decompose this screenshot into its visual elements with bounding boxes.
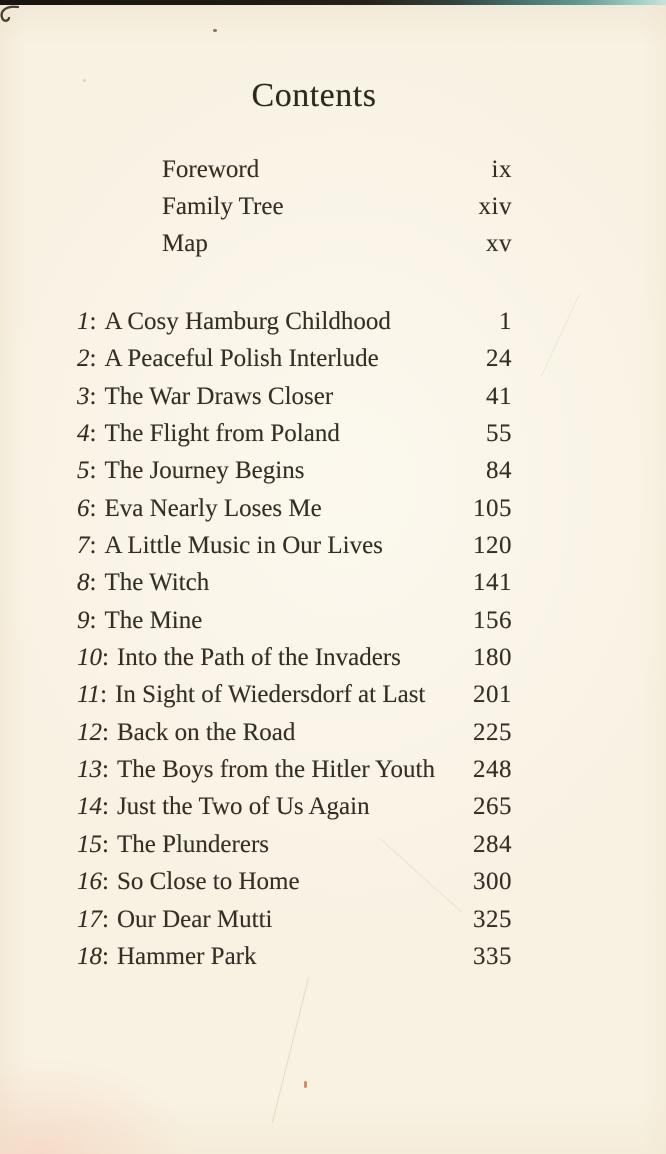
chapter-number: 2 (77, 345, 90, 373)
chapter-separator: : (89, 569, 97, 597)
chapter-title: The Journey Begins (104, 457, 305, 485)
chapter-title: A Cosy Hamburg Childhood (104, 308, 391, 335)
chapter-separator: : (102, 756, 109, 784)
chapter-separator: : (102, 942, 109, 970)
chapter-number: 9 (77, 606, 90, 634)
chapter-number: 5 (77, 457, 90, 485)
chapter-number: 12 (77, 718, 102, 746)
chapter-row (77, 602, 512, 639)
chapter-entry (77, 788, 370, 825)
chapter-entry (77, 303, 391, 340)
chapter-entry (77, 415, 340, 452)
chapter-row (77, 415, 512, 452)
chapter-list (77, 303, 512, 975)
front-matter-row (162, 225, 512, 262)
chapter-separator: : (89, 606, 97, 634)
chapter-row (77, 714, 512, 751)
chapter-row (77, 639, 512, 676)
chapter-number: 10 (77, 644, 102, 672)
chapter-number: 4 (77, 420, 90, 448)
chapter-row (77, 490, 512, 527)
chapter-page-number: 24 (486, 345, 512, 373)
chapter-page-number: 55 (486, 420, 512, 448)
chapter-page-number: 300 (473, 868, 512, 896)
chapter-row (77, 826, 512, 863)
chapter-row (77, 378, 512, 415)
chapter-entry (77, 714, 295, 751)
front-matter-label: Family Tree (162, 193, 284, 220)
chapter-number: 17 (77, 905, 102, 933)
chapter-number: 6 (77, 494, 90, 522)
chapter-separator: : (102, 718, 109, 746)
chapter-number: 3 (77, 382, 90, 410)
chapter-page-number: 201 (473, 681, 512, 709)
chapter-page-number: 325 (473, 905, 512, 933)
paper-crease (272, 977, 309, 1123)
chapter-number: 13 (77, 756, 102, 784)
front-matter-row (162, 151, 512, 188)
front-matter-list (162, 151, 512, 262)
chapter-entry (77, 826, 269, 863)
chapter-entry (77, 938, 257, 975)
chapter-entry (77, 340, 379, 377)
chapter-page-number: 141 (473, 569, 512, 597)
chapter-entry (77, 751, 435, 788)
front-matter-page-number: ix (491, 156, 512, 183)
chapter-page-number: 180 (473, 644, 512, 672)
chapter-separator: : (100, 681, 108, 709)
chapter-number: 1 (77, 308, 90, 335)
chapter-entry (77, 378, 333, 415)
chapter-separator: : (89, 457, 97, 485)
chapter-row (77, 527, 512, 564)
chapter-number: 11 (77, 681, 101, 709)
chapter-page-number: 335 (473, 942, 512, 970)
chapter-page-number: 41 (486, 382, 512, 410)
chapter-separator: : (102, 868, 109, 896)
chapter-page-number: 225 (473, 718, 512, 746)
chapter-separator: : (89, 532, 97, 560)
chapter-row (77, 676, 512, 713)
chapter-separator: : (102, 793, 109, 821)
pen-mark (0, 4, 22, 36)
chapter-page-number: 265 (473, 793, 512, 821)
chapter-page-number: 248 (473, 756, 512, 784)
front-matter-page-number: xv (486, 230, 512, 257)
chapter-separator: : (89, 494, 97, 522)
chapter-row (77, 751, 512, 788)
chapter-title: Hammer Park (116, 942, 257, 970)
front-matter-row (162, 188, 512, 225)
paper-crease (541, 294, 580, 376)
chapter-separator: : (102, 830, 109, 858)
chapter-number: 16 (77, 868, 102, 896)
chapter-entry (77, 490, 322, 527)
chapter-title: So Close to Home (116, 868, 300, 896)
chapter-number: 15 (77, 830, 102, 858)
chapter-entry (77, 863, 300, 900)
chapter-entry (77, 676, 425, 713)
chapter-entry (77, 564, 209, 601)
chapter-separator: : (102, 644, 109, 672)
chapter-title: The War Draws Closer (104, 382, 334, 410)
chapter-title: The Boys from the Hitler Youth (116, 756, 435, 784)
paper-speck (213, 29, 217, 32)
chapter-number: 8 (77, 569, 90, 597)
chapter-page-number: 120 (473, 532, 512, 560)
chapter-title: The Plunderers (116, 830, 269, 858)
chapter-page-number: 156 (473, 606, 512, 634)
page-title: Contents (251, 77, 377, 114)
chapter-title: The Flight from Poland (104, 420, 340, 448)
chapter-separator: : (102, 905, 109, 933)
paper-speck (304, 1081, 307, 1088)
chapter-number: 18 (77, 942, 102, 970)
chapter-separator: : (89, 420, 97, 448)
chapter-row (77, 303, 512, 340)
chapter-title: In Sight of Wiedersdorf at Last (115, 681, 426, 709)
chapter-number: 7 (77, 532, 90, 560)
chapter-row (77, 863, 512, 900)
chapter-page-number: 84 (486, 457, 512, 485)
chapter-row (77, 452, 512, 489)
chapter-page-number: 1 (499, 308, 512, 335)
chapter-entry (77, 602, 202, 639)
chapter-separator: : (89, 308, 97, 335)
chapter-title: A Little Music in Our Lives (104, 532, 383, 560)
chapter-entry (77, 527, 383, 564)
chapter-page-number: 284 (473, 830, 512, 858)
chapter-title: Eva Nearly Loses Me (104, 494, 322, 522)
chapter-row (77, 340, 512, 377)
chapter-title: Back on the Road (116, 718, 296, 746)
front-matter-label: Foreword (162, 156, 260, 183)
chapter-title: Into the Path of the Invaders (116, 644, 401, 672)
chapter-row (77, 788, 512, 825)
chapter-separator: : (89, 345, 97, 373)
chapter-title: A Peaceful Polish Interlude (104, 345, 379, 373)
chapter-title: The Witch (104, 569, 210, 597)
chapter-row (77, 901, 512, 938)
chapter-row (77, 938, 512, 975)
chapter-entry (77, 452, 304, 489)
chapter-title: Just the Two of Us Again (116, 793, 370, 821)
chapter-entry (77, 901, 272, 938)
chapter-entry (77, 639, 401, 676)
chapter-separator: : (89, 382, 97, 410)
scan-edge-artifact (0, 0, 666, 5)
chapter-title: Our Dear Mutti (116, 905, 273, 933)
chapter-title: The Mine (104, 606, 203, 634)
chapter-number: 14 (77, 793, 102, 821)
chapter-row (77, 564, 512, 601)
front-matter-page-number: xiv (478, 193, 512, 220)
chapter-page-number: 105 (473, 494, 512, 522)
front-matter-label: Map (162, 230, 208, 257)
